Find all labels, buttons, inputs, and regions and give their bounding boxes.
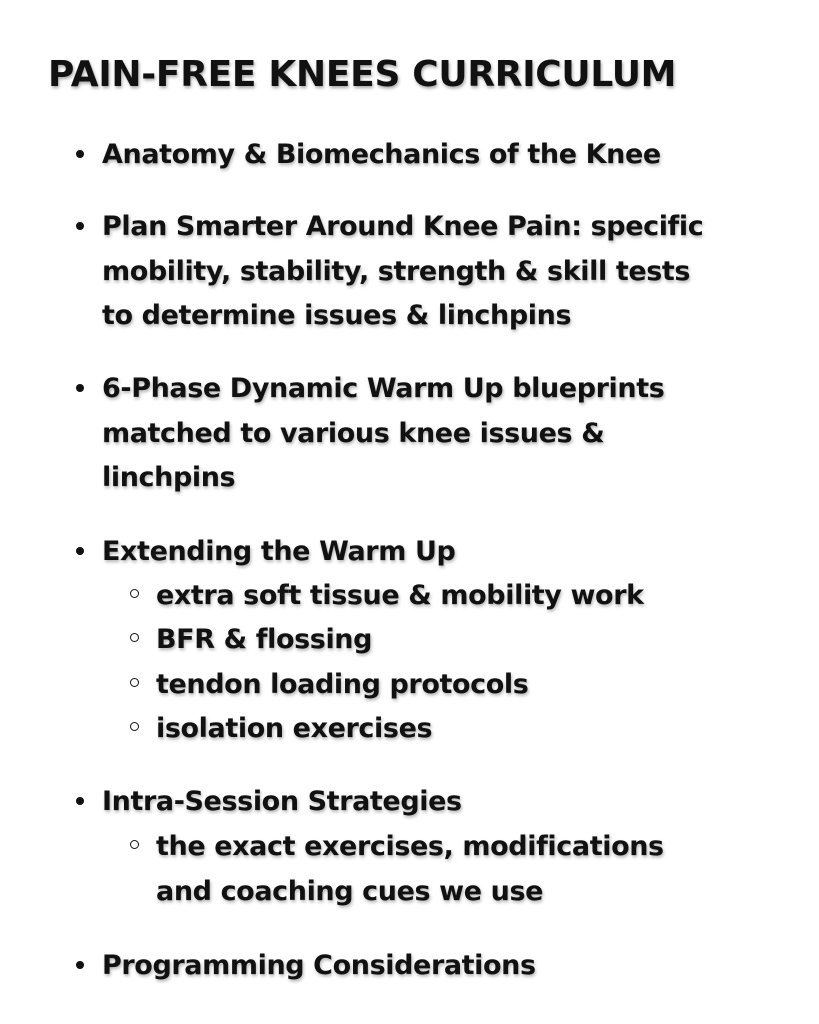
text-line: and coaching cues we use [156,875,544,907]
text-line: Extending the Warm Up [102,536,456,567]
list-item-text [102,780,782,825]
list-item-text [102,367,782,501]
list-item-text [102,530,782,575]
sub-list-item-text [156,707,756,752]
sub-list-item-text [156,618,756,663]
text-line: Plan Smarter Around Knee Pain: specific [102,211,704,242]
text-line: matched to various knee issues & [102,417,605,449]
sub-list-item-text [156,663,756,708]
hollow-bullet-icon [130,589,139,598]
text-line: 6-Phase Dynamic Warm Up blueprints [102,373,665,404]
text-line: extra soft tissue & mobility work [156,580,644,611]
hollow-bullet-icon [130,633,139,642]
bullet-icon [76,547,84,555]
text-line: Programming Considerations [102,950,536,981]
text-line: Intra-Session Strategies [102,786,462,817]
hollow-bullet-icon [130,840,139,849]
page-title: PAIN-FREE KNEES CURRICULUM [48,54,677,95]
bullet-icon [76,797,84,805]
text-line: linchpins [102,462,236,493]
hollow-bullet-icon [130,722,139,731]
text-line: to determine issues & linchpins [102,300,572,331]
list-item-text [102,205,782,339]
bullet-icon [76,961,84,969]
text-line: Anatomy & Biomechanics of the Knee [102,139,661,170]
text-line: BFR & flossing [156,624,373,655]
bullet-icon [76,384,84,392]
list-item-text [102,133,782,178]
text-line: tendon loading protocols [156,669,529,700]
list-item-text [102,944,782,989]
text-line: isolation exercises [156,713,433,744]
sub-list-item-text [156,574,756,619]
bullet-icon [76,222,84,230]
text-line: the exact exercises, modifications [156,831,664,862]
text-line: mobility, stability, strength & skill tests [102,255,691,287]
sub-list-item-text [156,825,756,914]
hollow-bullet-icon [130,678,139,687]
bullet-icon [76,150,84,158]
